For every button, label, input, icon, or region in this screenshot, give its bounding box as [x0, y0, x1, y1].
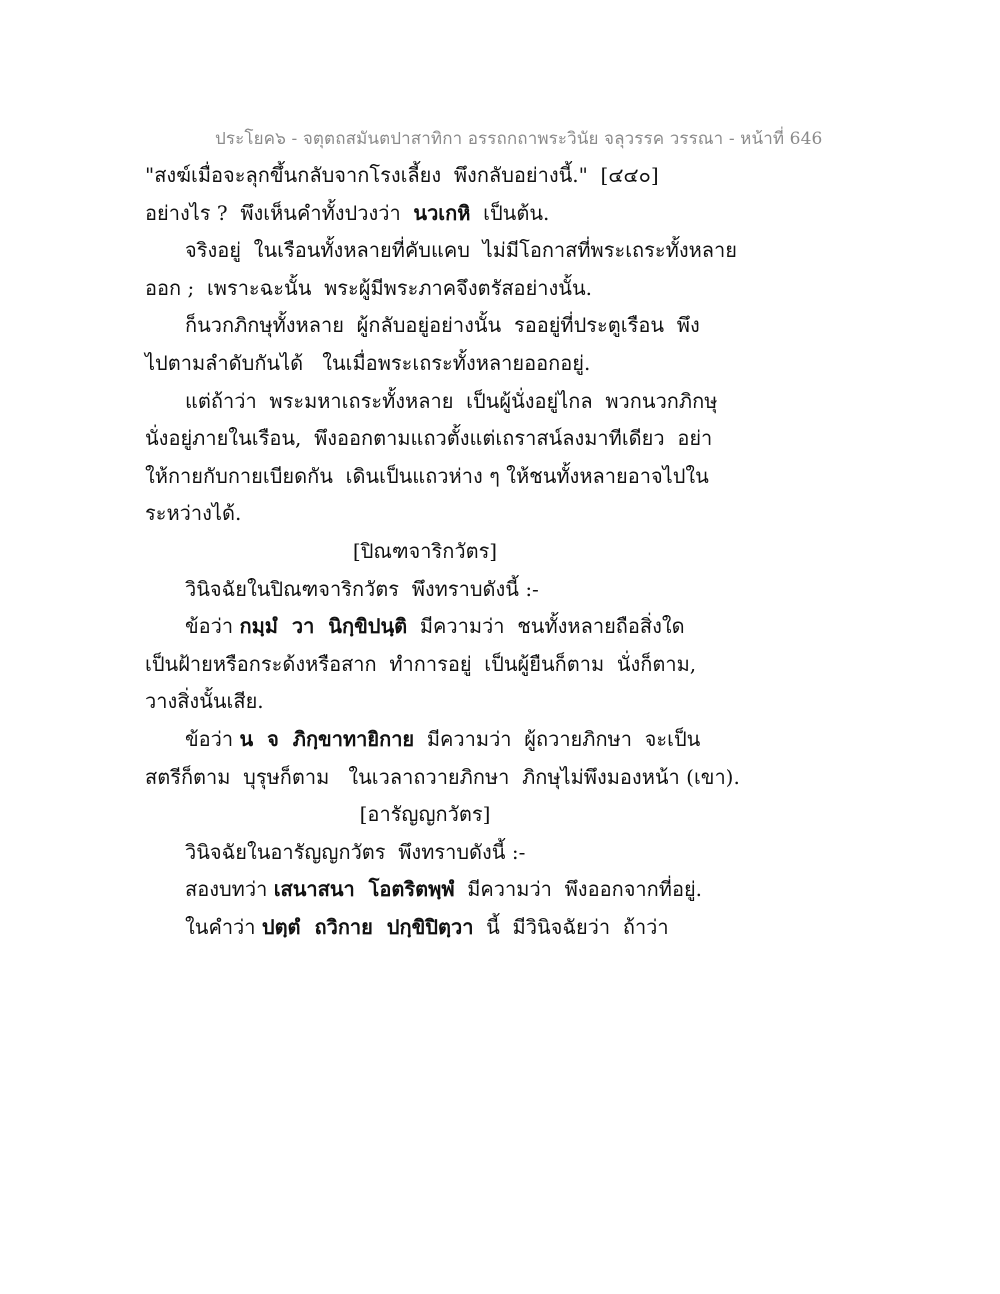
- text-line: [145, 383, 745, 421]
- text-segment: วินิจฉัยในปิณฑจาริกวัตร พึงทราบดังนี้ :-: [185, 576, 539, 601]
- pali-term: ปตฺตํ ถวิกาย ปกฺขิปิตฺวา: [261, 914, 474, 939]
- text-line: [145, 571, 745, 609]
- text-segment: นี้ มีวินิจฉัยว่า ถ้าว่า: [473, 914, 669, 939]
- text-line: [145, 759, 745, 797]
- pali-term: น จ ภิกฺขาทายิกาย: [239, 726, 415, 751]
- text-segment: อย่างไร ? พึงเห็นคำทั้งปวงว่า: [145, 200, 414, 225]
- text-line: [145, 834, 745, 872]
- text-segment: เป็นฝ้ายหรือกระด้งหรือสาก ทำการอยู่ เป็นผู้ยืนก็ตาม นั่งก็ตาม,: [145, 651, 697, 676]
- text-line: [145, 307, 745, 345]
- text-segment: วินิจฉัยในอารัญญกวัตร พึงทราบดังนี้ :-: [185, 839, 526, 864]
- text-line: [145, 646, 745, 684]
- running-header: ประโยค๖ - จตุตถสมันตปาสาทิกา อรรถกถาพระวินัย จลุวรรค วรรณา - หน้าที่ 646: [215, 129, 823, 149]
- text-segment: ก็นวกภิกษุทั้งหลาย ผู้กลับอยู่อย่างนั้น รออยู่ที่ประตูเรือน พึง: [185, 313, 700, 338]
- text-segment: ข้อว่า: [185, 726, 240, 751]
- text-segment: เป็นต้น.: [470, 200, 550, 225]
- text-segment: [ปิณฑจาริกวัตร]: [352, 538, 498, 563]
- text-segment: ไปตามลำดับกันได้ ในเมื่อพระเถระทั้งหลายออกอยู่.: [145, 350, 591, 375]
- pali-term: เสนาสนา โอตริตพฺพํ: [273, 877, 455, 902]
- text-segment: มีความว่า พึงออกจากที่อยู่.: [454, 877, 703, 902]
- text-segment: ข้อว่า: [185, 614, 240, 639]
- text-line: [145, 608, 745, 646]
- text-line: [145, 495, 745, 533]
- text-segment: "สงฆ์เมื่อจะลุกขึ้นกลับจากโรงเลี้ยง พึงกลับอย่างนี้." [๔๔๐]: [145, 163, 659, 187]
- text-line: [145, 721, 745, 759]
- body-text: [145, 157, 745, 946]
- text-segment: ระหว่างได้.: [145, 501, 242, 526]
- pali-term: กมฺมํ วา นิกฺขิปนฺติ: [239, 614, 408, 639]
- text-line: [145, 270, 745, 308]
- pali-term: นวเกหิ: [413, 200, 471, 225]
- text-line: [145, 871, 745, 909]
- text-segment: จริงอยู่ ในเรือนทั้งหลายที่คับแคบ ไม่มีโอกาสที่พระเถระทั้งหลาย: [185, 238, 737, 263]
- text-segment: ในคำว่า: [185, 914, 262, 939]
- text-line: [145, 458, 745, 496]
- text-segment: สองบทว่า: [185, 877, 274, 902]
- text-line: [145, 420, 745, 458]
- section-heading: [145, 796, 745, 834]
- text-line: [145, 157, 745, 195]
- text-line: [145, 195, 745, 233]
- text-segment: นั่งอยู่ภายในเรือน, พึงออกตามแถวตั้งแต่เถราสน์ลงมาทีเดียว อย่า: [145, 426, 713, 451]
- text-segment: สตรีก็ตาม บุรุษก็ตาม ในเวลาถวายภิกษา ภิกษุไม่พึงมองหน้า (เขา).: [145, 764, 740, 789]
- text-segment: วางสิ่งนั้นเสีย.: [145, 689, 264, 714]
- text-segment: [อารัญญกวัตร]: [359, 802, 491, 827]
- text-segment: ให้กายกับกายเบียดกัน เดินเป็นแถวห่าง ๆ ให้ชนทั้งหลายอาจไปใน: [145, 463, 709, 488]
- section-heading: [145, 533, 745, 571]
- text-line: [145, 909, 745, 947]
- text-segment: มีความว่า ผู้ถวายภิกษา จะเป็น: [414, 726, 701, 751]
- text-segment: ออก ; เพราะฉะนั้น พระผู้มีพระภาคจึงตรัสอย่างนั้น.: [145, 275, 592, 300]
- text-line: [145, 232, 745, 270]
- text-segment: แต่ถ้าว่า พระมหาเถระทั้งหลาย เป็นผู้นั่งอยู่ไกล พวกนวกภิกษุ: [185, 388, 718, 413]
- text-line: [145, 345, 745, 383]
- text-segment: มีความว่า ชนทั้งหลายถือสิ่งใด: [407, 614, 685, 639]
- text-line: [145, 683, 745, 721]
